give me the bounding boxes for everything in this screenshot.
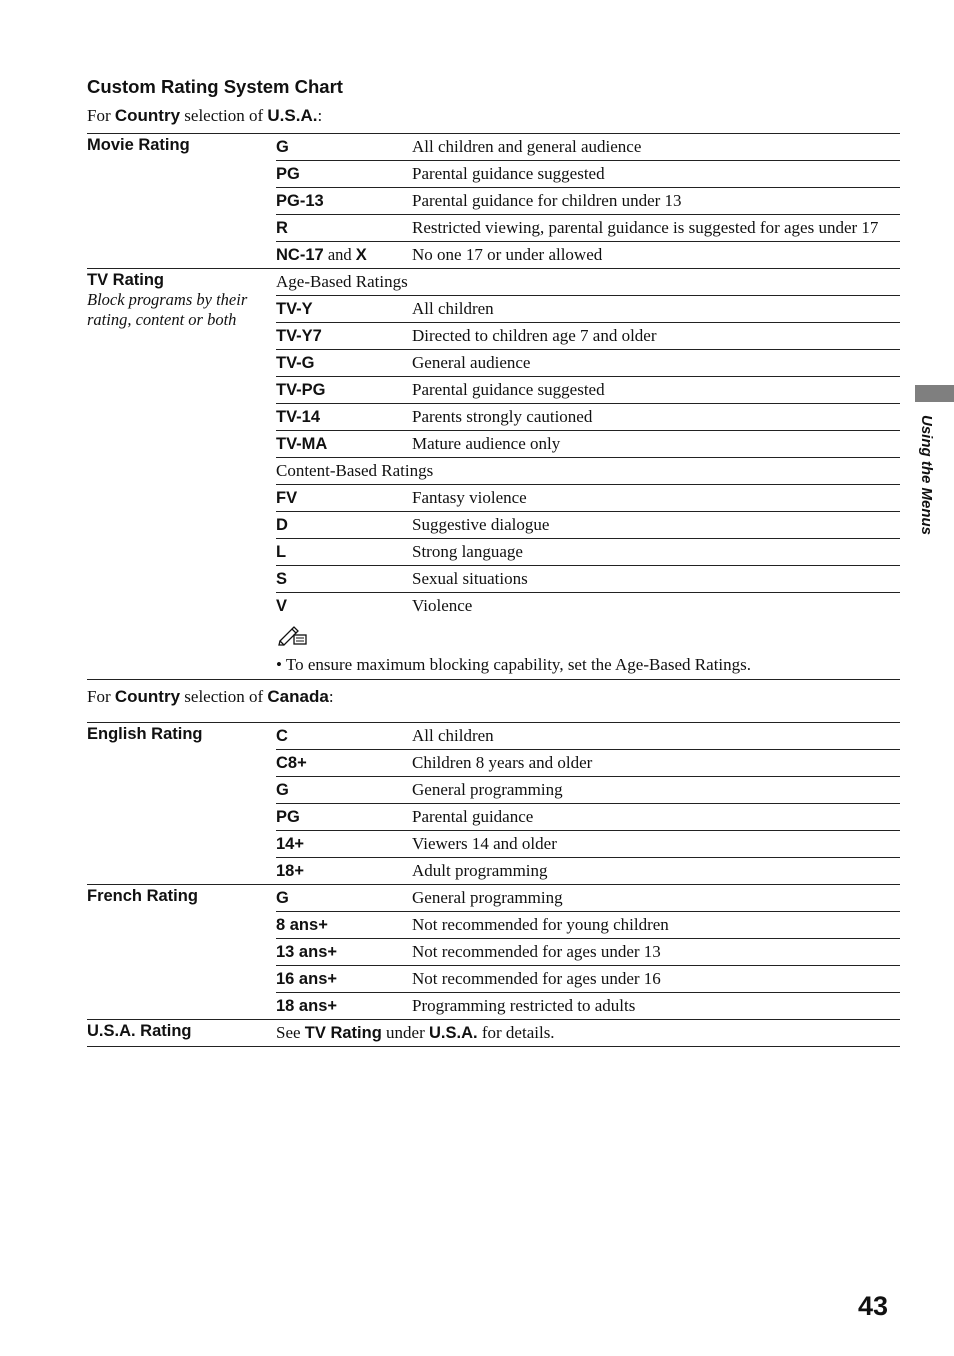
rating-code: 13 ans+ <box>276 942 338 961</box>
rating-row <box>276 857 900 884</box>
rating-description: Violence <box>412 596 473 615</box>
english-rows <box>276 723 900 884</box>
rating-description: Not recommended for ages under 16 <box>412 969 661 988</box>
rating-row <box>276 885 900 911</box>
intro-text: selection of <box>180 106 268 125</box>
intro-text: For <box>87 106 115 125</box>
rating-description: Parental guidance suggested <box>412 164 605 183</box>
rating-row <box>276 803 900 830</box>
rating-code: G <box>276 137 289 156</box>
rating-description: Programming restricted to adults <box>412 996 636 1015</box>
rating-row <box>276 403 900 430</box>
rating-code: R <box>276 218 288 237</box>
rating-code: G <box>276 780 289 799</box>
rating-row <box>276 430 900 457</box>
rating-description: All children <box>412 726 494 745</box>
rating-code: 14+ <box>276 834 304 853</box>
rating-code-joiner: and <box>323 245 356 264</box>
rating-row <box>276 1020 900 1046</box>
rating-description: Mature audience only <box>412 434 561 453</box>
page-title: Custom Rating System Chart <box>87 76 343 97</box>
rating-description: Suggestive dialogue <box>412 515 550 534</box>
rating-code: D <box>276 515 288 534</box>
see-tv-rating: TV Rating <box>304 1024 382 1042</box>
rating-description: Viewers 14 and older <box>412 834 557 853</box>
intro-value: Canada <box>267 687 329 706</box>
rating-description: Directed to children age 7 and older <box>412 326 657 345</box>
section-tab-marker <box>915 385 954 402</box>
rating-code: PG-13 <box>276 191 324 210</box>
rating-code: TV-PG <box>276 380 326 399</box>
canada-intro <box>87 687 334 707</box>
rating-description: No one 17 or under allowed <box>412 245 603 264</box>
rating-description: Not recommended for ages under 13 <box>412 942 661 961</box>
intro-value: U.S.A. <box>267 106 318 125</box>
rating-code: TV-MA <box>276 434 328 453</box>
section-header-text: Age-Based Ratings <box>276 272 408 291</box>
rating-row <box>276 749 900 776</box>
usa-rating-group <box>87 1019 900 1047</box>
side-section-label <box>913 415 937 560</box>
group-label: U.S.A. Rating <box>87 1022 192 1040</box>
rating-row <box>276 911 900 938</box>
rating-row <box>276 965 900 992</box>
rating-row <box>276 241 900 268</box>
rating-code: PG <box>276 164 300 183</box>
note-block <box>276 619 900 679</box>
rating-description: General programming <box>412 888 563 907</box>
rating-row <box>276 592 900 619</box>
rating-code: G <box>276 888 289 907</box>
french-rows <box>276 885 900 1019</box>
rating-row <box>276 938 900 965</box>
group-label: French Rating <box>87 887 198 905</box>
rating-description: Parental guidance suggested <box>412 380 605 399</box>
side-label-text: Using the Menus <box>918 415 935 536</box>
rating-description: Adult programming <box>412 861 548 880</box>
rating-code: S <box>276 569 288 588</box>
rating-description: Restricted viewing, parental guidance is suggested for ages under 17 <box>412 218 879 237</box>
rating-code: TV-14 <box>276 407 321 426</box>
group-label: English Rating <box>87 725 203 743</box>
movie-rating-group <box>87 133 900 268</box>
rating-code: PG <box>276 807 300 826</box>
intro-text: selection of <box>180 687 268 706</box>
see-text: See <box>276 1023 305 1042</box>
rating-row <box>276 992 900 1019</box>
group-label: TV Rating <box>87 271 164 289</box>
rating-code: V <box>276 596 288 615</box>
note-pencil-icon <box>278 624 308 646</box>
rating-code-a: NC-17 <box>276 246 324 264</box>
intro-text: : <box>317 106 323 125</box>
rating-description: General audience <box>412 353 531 372</box>
rating-description: Sexual situations <box>412 569 528 588</box>
rating-row <box>276 187 900 214</box>
rating-code <box>276 245 412 265</box>
rating-row <box>276 295 900 322</box>
rating-description: Fantasy violence <box>412 488 527 507</box>
rating-code: TV-G <box>276 353 315 372</box>
rating-description: All children <box>412 299 494 318</box>
rating-row <box>276 134 900 160</box>
usa-rating-table <box>87 133 900 680</box>
intro-country: Country <box>114 687 181 706</box>
rating-row <box>276 160 900 187</box>
see-text: under <box>381 1023 430 1042</box>
rating-code: TV-Y7 <box>276 326 322 345</box>
rating-code: 8 ans+ <box>276 915 328 934</box>
rating-row <box>276 484 900 511</box>
rating-code: FV <box>276 488 298 507</box>
page-number: 43 <box>858 1291 889 1321</box>
rating-description: All children and general audience <box>412 137 642 156</box>
group-sublabel: Block programs by their rating, content or both <box>87 290 248 329</box>
rating-description: Parental guidance <box>412 807 534 826</box>
group-label: Movie Rating <box>87 136 190 154</box>
rating-row <box>276 723 900 749</box>
rating-row <box>276 376 900 403</box>
rating-row <box>276 830 900 857</box>
rating-row <box>276 565 900 592</box>
rating-section-header <box>276 457 900 484</box>
rating-section-header <box>276 269 900 295</box>
usa-rating-see-text <box>276 1023 555 1043</box>
usa-intro <box>87 106 322 126</box>
intro-text: : <box>328 687 334 706</box>
rating-row <box>276 511 900 538</box>
rating-code: C <box>276 726 288 745</box>
rating-code: 18+ <box>276 861 304 880</box>
rating-code: L <box>276 542 287 561</box>
tv-rating-group <box>87 268 900 680</box>
see-usa: U.S.A. <box>429 1024 478 1042</box>
section-header-text: Content-Based Ratings <box>276 461 434 480</box>
rating-description: General programming <box>412 780 563 799</box>
rating-description: Not recommended for young children <box>412 915 669 934</box>
rating-row <box>276 349 900 376</box>
rating-code-b: X <box>355 246 367 264</box>
rating-row <box>276 214 900 241</box>
rating-code: 18 ans+ <box>276 996 338 1015</box>
rating-description: Parents strongly cautioned <box>412 407 593 426</box>
rating-code: C8+ <box>276 753 307 772</box>
note-text: • To ensure maximum blocking capability, set the Age-Based Ratings. <box>276 655 752 674</box>
english-rating-group <box>87 722 900 884</box>
rating-description: Strong language <box>412 542 523 561</box>
rating-description: Parental guidance for children under 13 <box>412 191 682 210</box>
rating-code: 16 ans+ <box>276 969 338 988</box>
rating-row <box>276 776 900 803</box>
rating-row <box>276 538 900 565</box>
tv-rows <box>276 269 900 679</box>
rating-row <box>276 322 900 349</box>
canada-rating-table <box>87 722 900 1047</box>
rating-code: TV-Y <box>276 299 313 318</box>
see-text: for details. <box>477 1023 555 1042</box>
french-rating-group <box>87 884 900 1019</box>
intro-country: Country <box>114 106 181 125</box>
rating-description: Children 8 years and older <box>412 753 593 772</box>
intro-text: For <box>87 687 115 706</box>
movie-rows <box>276 134 900 268</box>
